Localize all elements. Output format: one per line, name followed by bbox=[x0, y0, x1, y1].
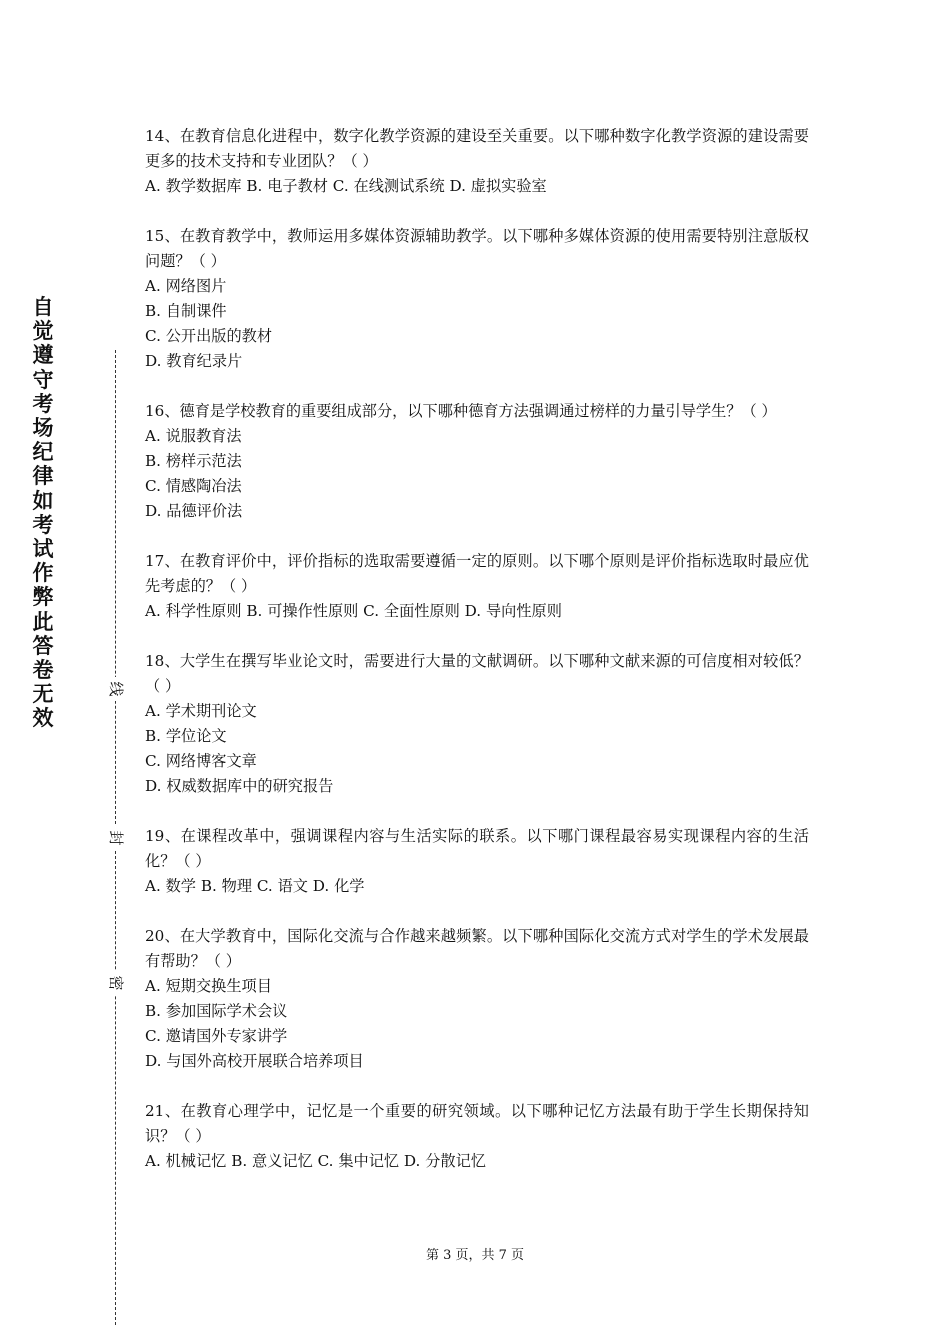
option-a: A. 学术期刊论文 bbox=[145, 702, 257, 720]
option-b: B. 参加国际学术会议 bbox=[145, 1002, 288, 1020]
option-d: D. 权威数据库中的研究报告 bbox=[145, 777, 334, 795]
binding-mark-line: 线 bbox=[104, 677, 128, 701]
question-options: A. 科学性原则 B. 可操作性原则 C. 全面性原则 D. 导向性原则 bbox=[145, 602, 562, 620]
option-d: D. 品德评价法 bbox=[145, 502, 243, 520]
question-stem: 15、在教育教学中，教师运用多媒体资源辅助教学。以下哪种多媒体资源的使用需要特别注意版权问题？（ ） bbox=[145, 227, 809, 270]
question-stem: 14、在教育信息化进程中，数字化教学资源的建设至关重要。以下哪种数字化教学资源的建设需要更多的技术支持和专业团队？（ ） bbox=[145, 127, 809, 170]
exam-discipline-notice: 自觉遵守考场纪律如考试作弊此答卷无效 bbox=[32, 295, 54, 731]
option-d: D. 与国外高校开展联合培养项目 bbox=[145, 1052, 364, 1070]
option-a: A. 短期交换生项目 bbox=[145, 977, 272, 995]
option-b: B. 自制课件 bbox=[145, 302, 227, 320]
option-c: C. 邀请国外专家讲学 bbox=[145, 1027, 288, 1045]
question-stem: 17、在教育评价中，评价指标的选取需要遵循一定的原则。以下哪个原则是评价指标选取时最应优先考虑的？（ ） bbox=[145, 552, 809, 595]
option-a: A. 说服教育法 bbox=[145, 427, 242, 445]
question-options: A. 数学 B. 物理 C. 语文 D. 化学 bbox=[145, 877, 365, 895]
question-stem: 19、在课程改革中，强调课程内容与生活实际的联系。以下哪门课程最容易实现课程内容的生活化？（ ） bbox=[145, 827, 809, 870]
question-list bbox=[145, 124, 809, 1199]
question-19 bbox=[145, 824, 809, 899]
question-14 bbox=[145, 124, 809, 199]
binding-line bbox=[104, 350, 128, 1325]
question-16 bbox=[145, 399, 809, 524]
question-stem: 16、德育是学校教育的重要组成部分，以下哪种德育方法强调通过榜样的力量引导学生？（ ） bbox=[145, 402, 777, 420]
question-17 bbox=[145, 549, 809, 624]
page-number: 第 3 页，共 7 页 bbox=[425, 1248, 525, 1263]
option-c: C. 情感陶冶法 bbox=[145, 477, 242, 495]
binding-mark-secret: 密 bbox=[104, 971, 128, 995]
binding-mark-seal: 封 bbox=[104, 826, 128, 850]
question-21 bbox=[145, 1099, 809, 1174]
question-options: A. 教学数据库 B. 电子教材 C. 在线测试系统 D. 虚拟实验室 bbox=[145, 177, 547, 195]
option-b: B. 榜样示范法 bbox=[145, 452, 242, 470]
question-20 bbox=[145, 924, 809, 1074]
question-18 bbox=[145, 649, 809, 799]
question-15 bbox=[145, 224, 809, 374]
option-c: C. 网络博客文章 bbox=[145, 752, 257, 770]
question-options: A. 机械记忆 B. 意义记忆 C. 集中记忆 D. 分散记忆 bbox=[145, 1152, 486, 1170]
option-a: A. 网络图片 bbox=[145, 277, 227, 295]
option-d: D. 教育纪录片 bbox=[145, 352, 243, 370]
question-stem: 18、大学生在撰写毕业论文时，需要进行大量的文献调研。以下哪种文献来源的可信度相对较低？（ ） bbox=[145, 652, 809, 695]
option-b: B. 学位论文 bbox=[145, 727, 227, 745]
question-stem: 20、在大学教育中，国际化交流与合作越来越频繁。以下哪种国际化交流方式对学生的学术发展最有帮助？（ ） bbox=[145, 927, 809, 970]
option-c: C. 公开出版的教材 bbox=[145, 327, 273, 345]
question-stem: 21、在教育心理学中，记忆是一个重要的研究领域。以下哪种记忆方法最有助于学生长期保持知识？（ ） bbox=[145, 1102, 809, 1145]
